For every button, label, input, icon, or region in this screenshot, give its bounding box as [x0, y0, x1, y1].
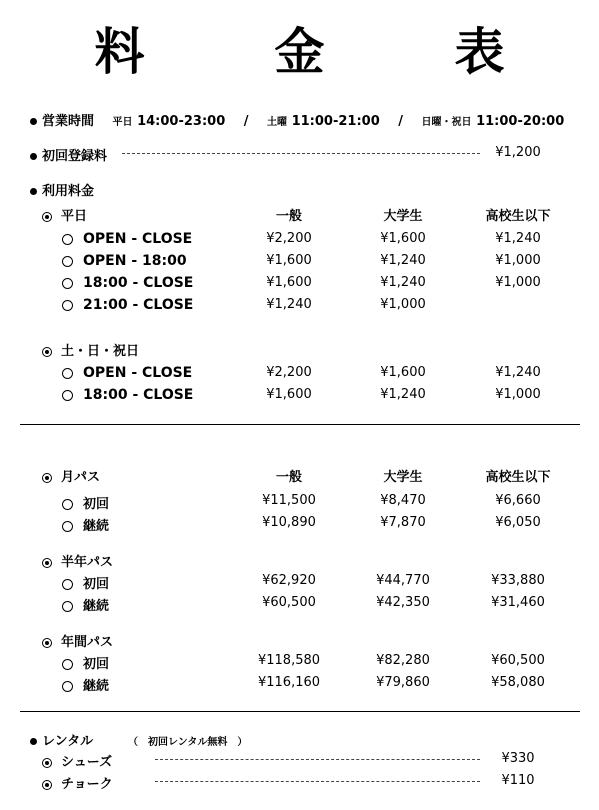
- bullet-icon: [30, 118, 37, 125]
- hours-label: 営業時間: [42, 114, 95, 129]
- column-header-general: 一般: [275, 209, 302, 224]
- column-header-university: 大学生: [383, 209, 423, 224]
- price-cell: ¥1,600: [266, 275, 312, 290]
- circle-icon: [62, 681, 73, 692]
- weekend-row-label: OPEN - CLOSE: [62, 365, 192, 381]
- bullseye-icon: [42, 473, 52, 483]
- rental-item-label: チョーク: [42, 773, 113, 792]
- circle-icon: [62, 521, 73, 532]
- price-cell: ¥6,660: [495, 493, 541, 508]
- price-cell: ¥62,920: [262, 573, 316, 588]
- business-hours: [30, 110, 564, 129]
- bullseye-icon: [42, 780, 52, 790]
- weekday-row-label: 21:00 - CLOSE: [62, 297, 193, 313]
- price-cell: ¥1,600: [266, 387, 312, 402]
- dotted-leader: [122, 153, 480, 154]
- circle-icon: [62, 390, 73, 401]
- price-cell: ¥8,470: [380, 493, 426, 508]
- bullet-icon: [30, 188, 37, 195]
- column-header-highschool: 高校生以下: [485, 470, 551, 485]
- usage-fee-label: 利用料金: [30, 180, 94, 199]
- rental-item-label: シューズ: [42, 751, 112, 770]
- yearly-pass-label: 年間パス: [42, 631, 113, 650]
- price-cell: ¥1,600: [380, 231, 426, 246]
- price-cell: ¥1,240: [495, 231, 541, 246]
- rental-item-price: ¥110: [501, 773, 535, 788]
- weekday-row-label: OPEN - 18:00: [62, 253, 187, 269]
- weekend-section-label: 土・日・祝日: [42, 340, 139, 359]
- divider: [20, 424, 580, 425]
- pass-row-label: 継続: [62, 595, 109, 614]
- monthly-pass-label: 月パス: [42, 466, 100, 485]
- saturday-hours: 11:00-21:00: [291, 114, 380, 129]
- price-cell: ¥1,000: [495, 387, 541, 402]
- price-cell: ¥79,860: [376, 675, 430, 690]
- divider: [20, 711, 580, 712]
- price-cell: ¥7,870: [380, 515, 426, 530]
- price-cell: ¥1,240: [380, 253, 426, 268]
- price-cell: ¥1,000: [495, 275, 541, 290]
- circle-icon: [62, 659, 73, 670]
- circle-icon: [62, 256, 73, 267]
- price-cell: ¥42,350: [376, 595, 430, 610]
- dotted-leader: [155, 759, 480, 760]
- sunday-hours-label: 日曜・祝日: [421, 117, 472, 128]
- weekend-row-label: 18:00 - CLOSE: [62, 387, 193, 403]
- price-cell: ¥60,500: [262, 595, 316, 610]
- price-cell: ¥1,240: [266, 297, 312, 312]
- price-cell: ¥60,500: [491, 653, 545, 668]
- price-cell: ¥116,160: [257, 675, 321, 690]
- weekday-section-label: 平日: [42, 205, 87, 224]
- price-cell: ¥82,280: [376, 653, 430, 668]
- price-cell: ¥31,460: [491, 595, 545, 610]
- sunday-hours: 11:00-20:00: [476, 114, 565, 129]
- weekday-row-label: 18:00 - CLOSE: [62, 275, 193, 291]
- price-cell: ¥1,600: [266, 253, 312, 268]
- price-cell: ¥2,200: [266, 365, 312, 380]
- price-cell: ¥118,580: [257, 653, 321, 668]
- column-header-general: 一般: [275, 470, 302, 485]
- weekday-row-label: OPEN - CLOSE: [62, 231, 192, 247]
- price-cell: ¥1,240: [495, 365, 541, 380]
- circle-icon: [62, 234, 73, 245]
- bullseye-icon: [42, 638, 52, 648]
- pass-row-label: 継続: [62, 675, 109, 694]
- pass-row-label: 初回: [62, 573, 109, 592]
- column-header-university: 大学生: [383, 470, 423, 485]
- circle-icon: [62, 368, 73, 379]
- half-year-pass-label: 半年パス: [42, 551, 113, 570]
- price-cell: ¥2,200: [266, 231, 312, 246]
- circle-icon: [62, 499, 73, 510]
- bullseye-icon: [42, 212, 52, 222]
- circle-icon: [62, 579, 73, 590]
- price-cell: ¥1,000: [495, 253, 541, 268]
- separator: /: [243, 114, 249, 129]
- price-cell: ¥33,880: [491, 573, 545, 588]
- saturday-hours-label: 土曜: [267, 117, 288, 128]
- price-cell: ¥10,890: [262, 515, 316, 530]
- price-cell: ¥6,050: [495, 515, 541, 530]
- page-title: 料 金 表: [94, 23, 545, 81]
- rental-label: レンタル: [30, 730, 93, 749]
- price-cell: ¥11,500: [262, 493, 316, 508]
- pass-row-label: 初回: [62, 653, 109, 672]
- registration-label: 初回登録料: [30, 145, 107, 164]
- circle-icon: [62, 278, 73, 289]
- price-cell: ¥1,240: [380, 387, 426, 402]
- bullseye-icon: [42, 558, 52, 568]
- rental-item-price: ¥330: [501, 751, 535, 766]
- price-cell: ¥1,600: [380, 365, 426, 380]
- bullseye-icon: [42, 347, 52, 357]
- pass-row-label: 継続: [62, 515, 109, 534]
- circle-icon: [62, 300, 73, 311]
- weekday-hours: 14:00-23:00: [137, 114, 226, 129]
- price-cell: ¥58,080: [491, 675, 545, 690]
- dotted-leader: [155, 781, 480, 782]
- price-cell: ¥44,770: [376, 573, 430, 588]
- registration-price: ¥1,200: [495, 145, 541, 160]
- bullet-icon: [30, 738, 37, 745]
- rental-note: （ 初回レンタル無料 ）: [128, 737, 248, 748]
- column-header-highschool: 高校生以下: [485, 209, 551, 224]
- separator: /: [398, 114, 404, 129]
- circle-icon: [62, 601, 73, 612]
- price-cell: ¥1,000: [380, 297, 426, 312]
- pass-row-label: 初回: [62, 493, 109, 512]
- weekday-hours-label: 平日: [112, 117, 133, 128]
- bullet-icon: [30, 153, 37, 160]
- bullseye-icon: [42, 758, 52, 768]
- price-cell: ¥1,240: [380, 275, 426, 290]
